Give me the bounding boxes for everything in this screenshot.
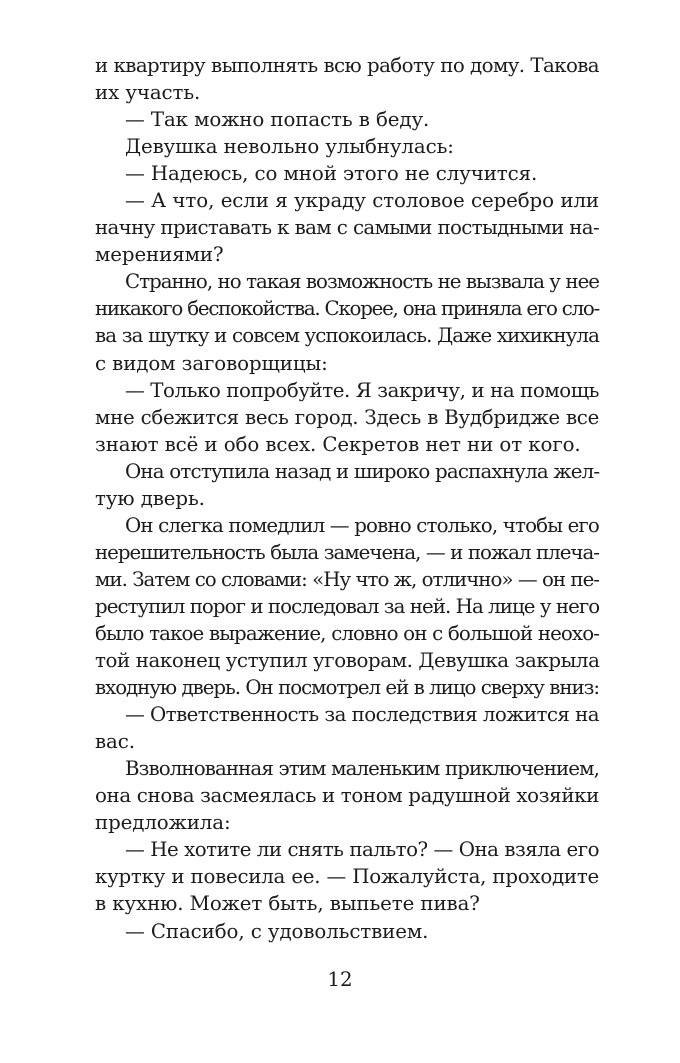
text-line: Странно, но такая возможность не вызвала у нее: [125, 270, 599, 294]
text-line: нерешительность была замечена, — и пожал плеча-: [95, 540, 599, 564]
text-line: куртку и повесила ее. — Пожалуйста, проходите: [95, 865, 599, 889]
text-line: — Надеюсь, со мной этого не случится.: [125, 162, 538, 186]
text-line: той наконец уступил уговорам. Девушка закрыла: [95, 649, 600, 673]
text-line: и квартиру выполнять всю работу по дому. Такова: [95, 54, 599, 77]
text-line: входную дверь. Он посмотрел ей в лицо сверху вниз:: [95, 676, 599, 700]
text-line: — Так можно попасть в беду.: [125, 108, 430, 132]
text-line: мерениями?: [95, 243, 224, 267]
text-line: реступил порог и последовал за ней. На лице у него: [95, 594, 600, 618]
text-line: — Только попробуйте. Я закричу, и на помощь: [125, 378, 599, 402]
text-line: — Ответственность за последствия ложится на: [125, 703, 599, 727]
text-line: ва за шутку и совсем успокоилась. Даже хихикнула: [95, 324, 599, 348]
text-line: начну приставать к вам с самыми постыдными на-: [95, 216, 599, 240]
text-line: Она отступила назад и широко распахнула жел-: [125, 459, 600, 483]
text-line: в кухню. Может быть, выпьете пива?: [95, 892, 480, 916]
text-line: — Не хотите ли снять пальто? — Она взяла его: [125, 838, 599, 862]
text-line: тую дверь.: [95, 486, 205, 510]
text-line: ми. Затем со словами: «Ну что ж, отлично» — он пе-: [95, 567, 599, 591]
text-line: — Спасибо, с удовольствием.: [125, 919, 429, 943]
text-line: никакого беспокойства. Скорее, она приняла его сло-: [95, 297, 599, 321]
text-line: было такое выражение, словно он с большой неохо-: [95, 621, 599, 645]
text-line: Девушка невольно улыбнулась:: [125, 135, 454, 159]
text-line: она снова засмеялась и тоном радушной хозяйки: [95, 784, 599, 808]
text-line: Он слегка помедлил — ровно столько, чтобы его: [125, 513, 599, 537]
text-line: мне сбежится весь город. Здесь в Вудбридже все: [95, 405, 599, 429]
text-line: знают всё и обо всех. Секретов нет ни от кого.: [95, 432, 581, 456]
text-line: с видом заговорщицы:: [95, 351, 328, 375]
text-line: предложила:: [95, 811, 231, 835]
text-line: — А что, если я украду столовое серебро или: [125, 189, 599, 213]
page-number: 12: [327, 968, 353, 991]
text-line: Взволнованная этим маленьким приключением,: [125, 757, 599, 781]
book-page-text: [95, 52, 599, 945]
text-line: их участь.: [95, 81, 201, 105]
text-line: вас.: [95, 730, 135, 754]
